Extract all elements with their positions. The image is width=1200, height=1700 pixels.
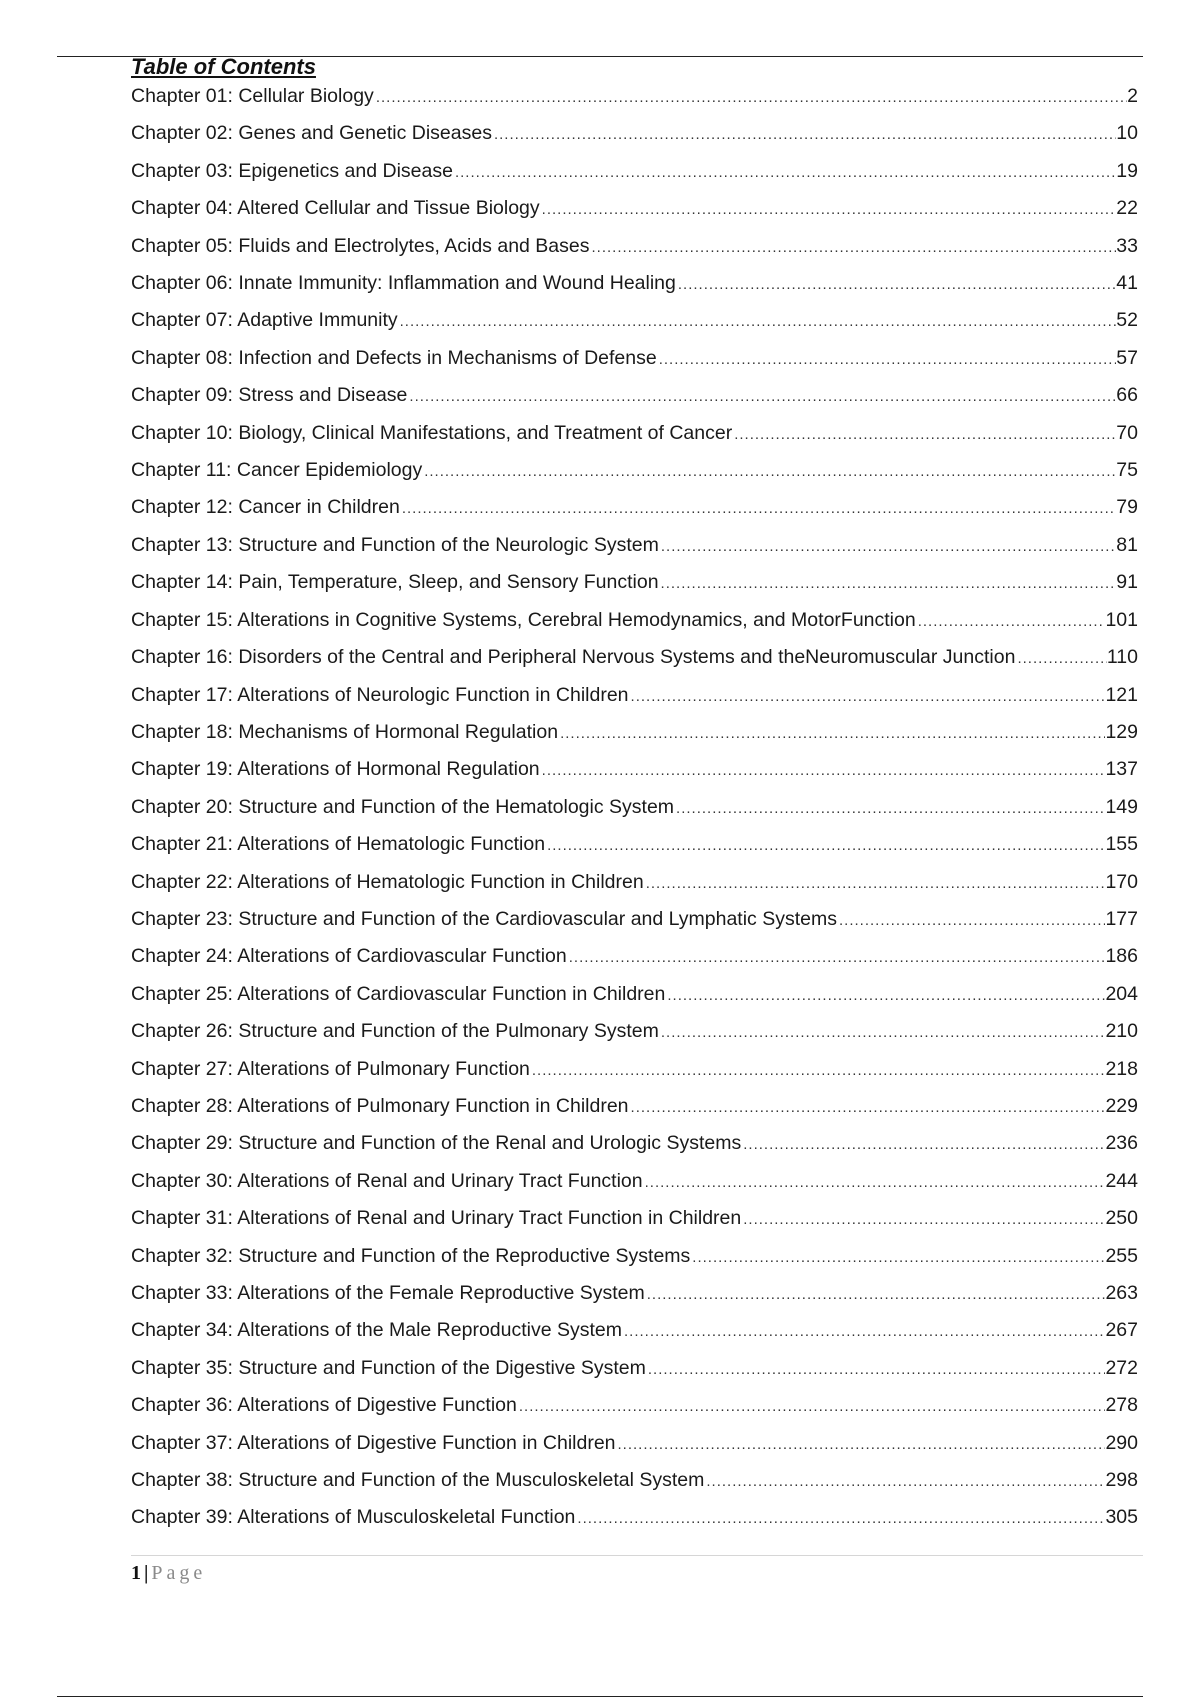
toc-entry-label: Chapter 03: Epigenetics and Disease [131, 159, 453, 182]
toc-entry-label: Chapter 25: Alterations of Cardiovascular Function in Children [131, 982, 666, 1005]
toc-entry-page: 91 [1116, 571, 1138, 594]
toc-entry-page: 137 [1105, 758, 1138, 781]
toc-entry-page: 250 [1105, 1207, 1138, 1230]
toc-entry-label: Chapter 34: Alterations of the Male Reproductive System [131, 1319, 623, 1342]
footer-page-number: 1 [131, 1562, 141, 1584]
toc-dot-leader [646, 1351, 1106, 1387]
toc-dot-leader [545, 827, 1105, 863]
toc-entry-label: Chapter 26: Structure and Function of the Pulmonary System [131, 1020, 659, 1043]
toc-dot-leader [704, 1463, 1105, 1499]
toc-entry-label: Chapter 29: Structure and Function of the Renal and Urologic Systems [131, 1132, 742, 1155]
toc-entry[interactable] [131, 377, 1138, 414]
toc-dot-leader [629, 1089, 1106, 1125]
toc-entry[interactable] [131, 1051, 1138, 1088]
toc-entry[interactable] [131, 789, 1138, 826]
toc-entry-page: 33 [1116, 234, 1138, 257]
toc-entry-label: Chapter 13: Structure and Function of the Neurologic System [131, 533, 659, 556]
toc-entry[interactable] [131, 115, 1138, 152]
toc-dot-leader [644, 865, 1106, 901]
toc-dot-leader [374, 79, 1127, 115]
toc-dot-leader [659, 528, 1116, 564]
toc-entry-page: 70 [1116, 421, 1138, 444]
toc-entry-page: 263 [1105, 1282, 1138, 1304]
toc-entry-label: Chapter 08: Infection and Defects in Mechanisms of Defense [131, 346, 657, 369]
bottom-border-rule [57, 1696, 1143, 1697]
toc-entry[interactable] [131, 1387, 1138, 1424]
toc-entry-label: Chapter 02: Genes and Genetic Diseases [131, 122, 492, 145]
toc-entry-page: 121 [1105, 683, 1138, 706]
toc-entry-label: Chapter 30: Alterations of Renal and Urinary Tract Function [131, 1169, 643, 1192]
toc-entry-page: 305 [1105, 1506, 1138, 1529]
toc-entry-label: Chapter 10: Biology, Clinical Manifestations, and Treatment of Cancer [131, 421, 733, 444]
toc-dot-leader [741, 1201, 1105, 1237]
toc-dot-leader [674, 790, 1105, 826]
toc-entry-page: 10 [1116, 122, 1138, 145]
toc-entry-page: 79 [1116, 496, 1138, 519]
toc-entry[interactable] [131, 976, 1138, 1013]
toc-entry[interactable] [131, 826, 1138, 863]
toc-dot-leader [1015, 640, 1106, 676]
toc-dot-leader [837, 902, 1105, 938]
toc-entry-page: 41 [1116, 272, 1138, 295]
toc-entry[interactable] [131, 714, 1138, 751]
toc-entry-page: 278 [1105, 1394, 1138, 1417]
toc-entry-page: 129 [1105, 720, 1138, 743]
toc-entry-label: Chapter 28: Alterations of Pulmonary Function in Children [131, 1094, 629, 1117]
toc-entry-label: Chapter 35: Structure and Function of the Digestive System [131, 1356, 646, 1379]
toc-dot-leader [622, 1313, 1105, 1349]
toc-dot-leader [659, 1014, 1106, 1050]
toc-entry[interactable] [131, 527, 1138, 564]
toc-entry-page: 170 [1105, 870, 1138, 893]
toc-entry-label: Chapter 18: Mechanisms of Hormonal Regulation [131, 720, 559, 743]
toc-dot-leader [629, 678, 1106, 714]
toc-entry-label: Chapter 04: Altered Cellular and Tissue Biology [131, 197, 540, 220]
toc-entry-page: 267 [1105, 1319, 1138, 1342]
toc-entry[interactable] [131, 1499, 1138, 1536]
toc-entry-label: Chapter 32: Structure and Function of the Reproductive Systems [131, 1244, 691, 1267]
toc-entry-page: 218 [1105, 1057, 1138, 1080]
toc-dot-leader [558, 715, 1105, 751]
toc-entry-page: 236 [1105, 1132, 1138, 1155]
toc-entry-page: 255 [1105, 1244, 1138, 1267]
toc-dot-leader [665, 977, 1105, 1013]
toc-entry-page: 19 [1116, 159, 1138, 182]
toc-entry-page: 81 [1116, 533, 1138, 556]
toc-entry[interactable] [131, 489, 1138, 526]
toc-entry-page: 298 [1105, 1469, 1138, 1492]
toc-entry-label: Chapter 11: Cancer Epidemiology [131, 459, 423, 482]
toc-entry[interactable] [131, 265, 1138, 302]
toc-dot-leader [643, 1164, 1106, 1200]
toc-entry-page: 272 [1105, 1356, 1138, 1379]
toc-entry[interactable] [131, 190, 1138, 227]
toc-entry[interactable] [131, 564, 1138, 601]
toc-dot-leader [492, 116, 1116, 152]
toc-entry-page: 244 [1105, 1169, 1138, 1192]
toc-entry-label: Chapter 15: Alterations in Cognitive Systems, Cerebral Hemodynamics, and MotorFunction [131, 608, 916, 631]
toc-dot-leader [540, 191, 1117, 227]
toc-entry-label: Chapter 33: Alterations of the Female Reproductive System [131, 1282, 645, 1304]
toc-entry[interactable] [131, 1462, 1138, 1499]
toc-entry-label: Chapter 20: Structure and Function of the Hematologic System [131, 795, 675, 818]
toc-entry-label: Chapter 05: Fluids and Electrolytes, Acids and Bases [131, 234, 590, 257]
toc-entry[interactable] [131, 1238, 1138, 1275]
toc-entry[interactable] [131, 938, 1138, 975]
toc-entry[interactable] [131, 1275, 1138, 1312]
toc-entry[interactable] [131, 639, 1138, 676]
footer-separator: | [144, 1562, 149, 1584]
toc-entry[interactable] [131, 302, 1138, 339]
toc-entry-page: 22 [1116, 197, 1138, 220]
toc-dot-leader [741, 1126, 1105, 1162]
footer-divider [131, 1555, 1143, 1556]
toc-dot-leader [916, 603, 1106, 639]
toc-entry[interactable] [131, 677, 1138, 714]
toc-entry[interactable] [131, 228, 1138, 265]
toc-dot-leader [676, 266, 1116, 302]
toc-entry[interactable] [131, 415, 1138, 452]
toc-entry-label: Chapter 31: Alterations of Renal and Urinary Tract Function in Children [131, 1207, 742, 1230]
toc-entry[interactable] [131, 751, 1138, 788]
toc-entry-label: Chapter 09: Stress and Disease [131, 384, 408, 407]
toc-entry-page: 186 [1105, 945, 1138, 968]
toc-entry[interactable] [131, 340, 1138, 377]
toc-entry-label: Chapter 07: Adaptive Immunity [131, 309, 398, 332]
toc-entry-label: Chapter 23: Structure and Function of the Cardiovascular and Lymphatic Systems [131, 907, 837, 930]
toc-entry[interactable] [131, 153, 1138, 190]
toc-entry[interactable] [131, 1425, 1138, 1462]
toc-entry-label: Chapter 39: Alterations of Musculoskeletal Function [131, 1506, 576, 1529]
toc-entry-label: Chapter 06: Innate Immunity: Inflammation and Wound Healing [131, 272, 676, 295]
toc-entry-label: Chapter 19: Alterations of Hormonal Regulation [131, 758, 540, 781]
toc-entry[interactable] [131, 864, 1138, 901]
toc-entry-page: 101 [1105, 608, 1138, 631]
toc-entry-page: 155 [1105, 833, 1138, 856]
toc-entry[interactable] [131, 452, 1138, 489]
toc-entry-page: 66 [1116, 384, 1138, 407]
toc-entry[interactable] [131, 1125, 1138, 1162]
toc-entry-page: 177 [1105, 907, 1138, 930]
toc-list [131, 78, 1138, 1537]
toc-entry-label: Chapter 16: Disorders of the Central and Peripheral Nervous Systems and theNeuromuscular Junction [131, 646, 1016, 669]
footer-page-label: Page [151, 1562, 207, 1584]
toc-entry[interactable] [131, 1312, 1138, 1349]
toc-dot-leader [400, 490, 1116, 526]
toc-dot-leader [732, 416, 1116, 452]
toc-entry-label: Chapter 17: Alterations of Neurologic Function in Children [131, 683, 629, 706]
toc-entry-page: 210 [1105, 1020, 1138, 1043]
page-footer [131, 1560, 206, 1586]
toc-entry-page: 204 [1105, 982, 1138, 1005]
toc-dot-leader [590, 229, 1117, 265]
toc-entry[interactable] [131, 1200, 1138, 1237]
toc-dot-leader [616, 1426, 1106, 1462]
toc-dot-leader [659, 565, 1117, 601]
toc-dot-leader [657, 341, 1117, 377]
toc-dot-leader [398, 303, 1117, 339]
toc-entry-label: Chapter 36: Alterations of Digestive Function [131, 1394, 517, 1417]
toc-entry[interactable] [131, 1088, 1138, 1125]
toc-entry[interactable] [131, 78, 1138, 115]
toc-entry-label: Chapter 27: Alterations of Pulmonary Function [131, 1057, 530, 1080]
toc-dot-leader [645, 1276, 1106, 1312]
toc-entry-label: Chapter 38: Structure and Function of the Musculoskeletal System [131, 1469, 705, 1492]
toc-entry-page: 290 [1105, 1431, 1138, 1454]
toc-entry[interactable] [131, 1013, 1138, 1050]
toc-dot-leader [567, 939, 1106, 975]
toc-entry-label: Chapter 14: Pain, Temperature, Sleep, and Sensory Function [131, 571, 659, 594]
toc-entry-label: Chapter 21: Alterations of Hematologic Function [131, 833, 546, 856]
toc-entry-label: Chapter 22: Alterations of Hematologic Function in Children [131, 870, 644, 893]
toc-entry-page: 229 [1105, 1094, 1138, 1117]
toc-entry-label: Chapter 12: Cancer in Children [131, 496, 400, 519]
toc-entry-label: Chapter 37: Alterations of Digestive Function in Children [131, 1431, 616, 1454]
toc-entry[interactable] [131, 1350, 1138, 1387]
toc-entry[interactable] [131, 1163, 1138, 1200]
toc-entry-page: 110 [1106, 646, 1138, 669]
toc-dot-leader [575, 1500, 1105, 1536]
toc-entry-page: 75 [1116, 459, 1138, 482]
toc-dot-leader [453, 154, 1116, 190]
toc-title: Table of Contents [131, 54, 316, 79]
toc-entry[interactable] [131, 901, 1138, 938]
toc-entry-page: 2 [1127, 85, 1138, 107]
toc-dot-leader [422, 453, 1116, 489]
toc-dot-leader [407, 378, 1116, 414]
toc-dot-leader [530, 1052, 1106, 1088]
toc-entry-page: 57 [1116, 346, 1138, 369]
toc-entry-label: Chapter 24: Alterations of Cardiovascular Function [131, 945, 567, 968]
toc-dot-leader [690, 1239, 1105, 1275]
toc-entry-page: 149 [1105, 795, 1138, 818]
toc-entry-label: Chapter 01: Cellular Biology [131, 85, 374, 107]
toc-entry[interactable] [131, 602, 1138, 639]
toc-entry-page: 52 [1116, 309, 1138, 332]
toc-dot-leader [540, 752, 1106, 788]
toc-dot-leader [517, 1388, 1106, 1424]
